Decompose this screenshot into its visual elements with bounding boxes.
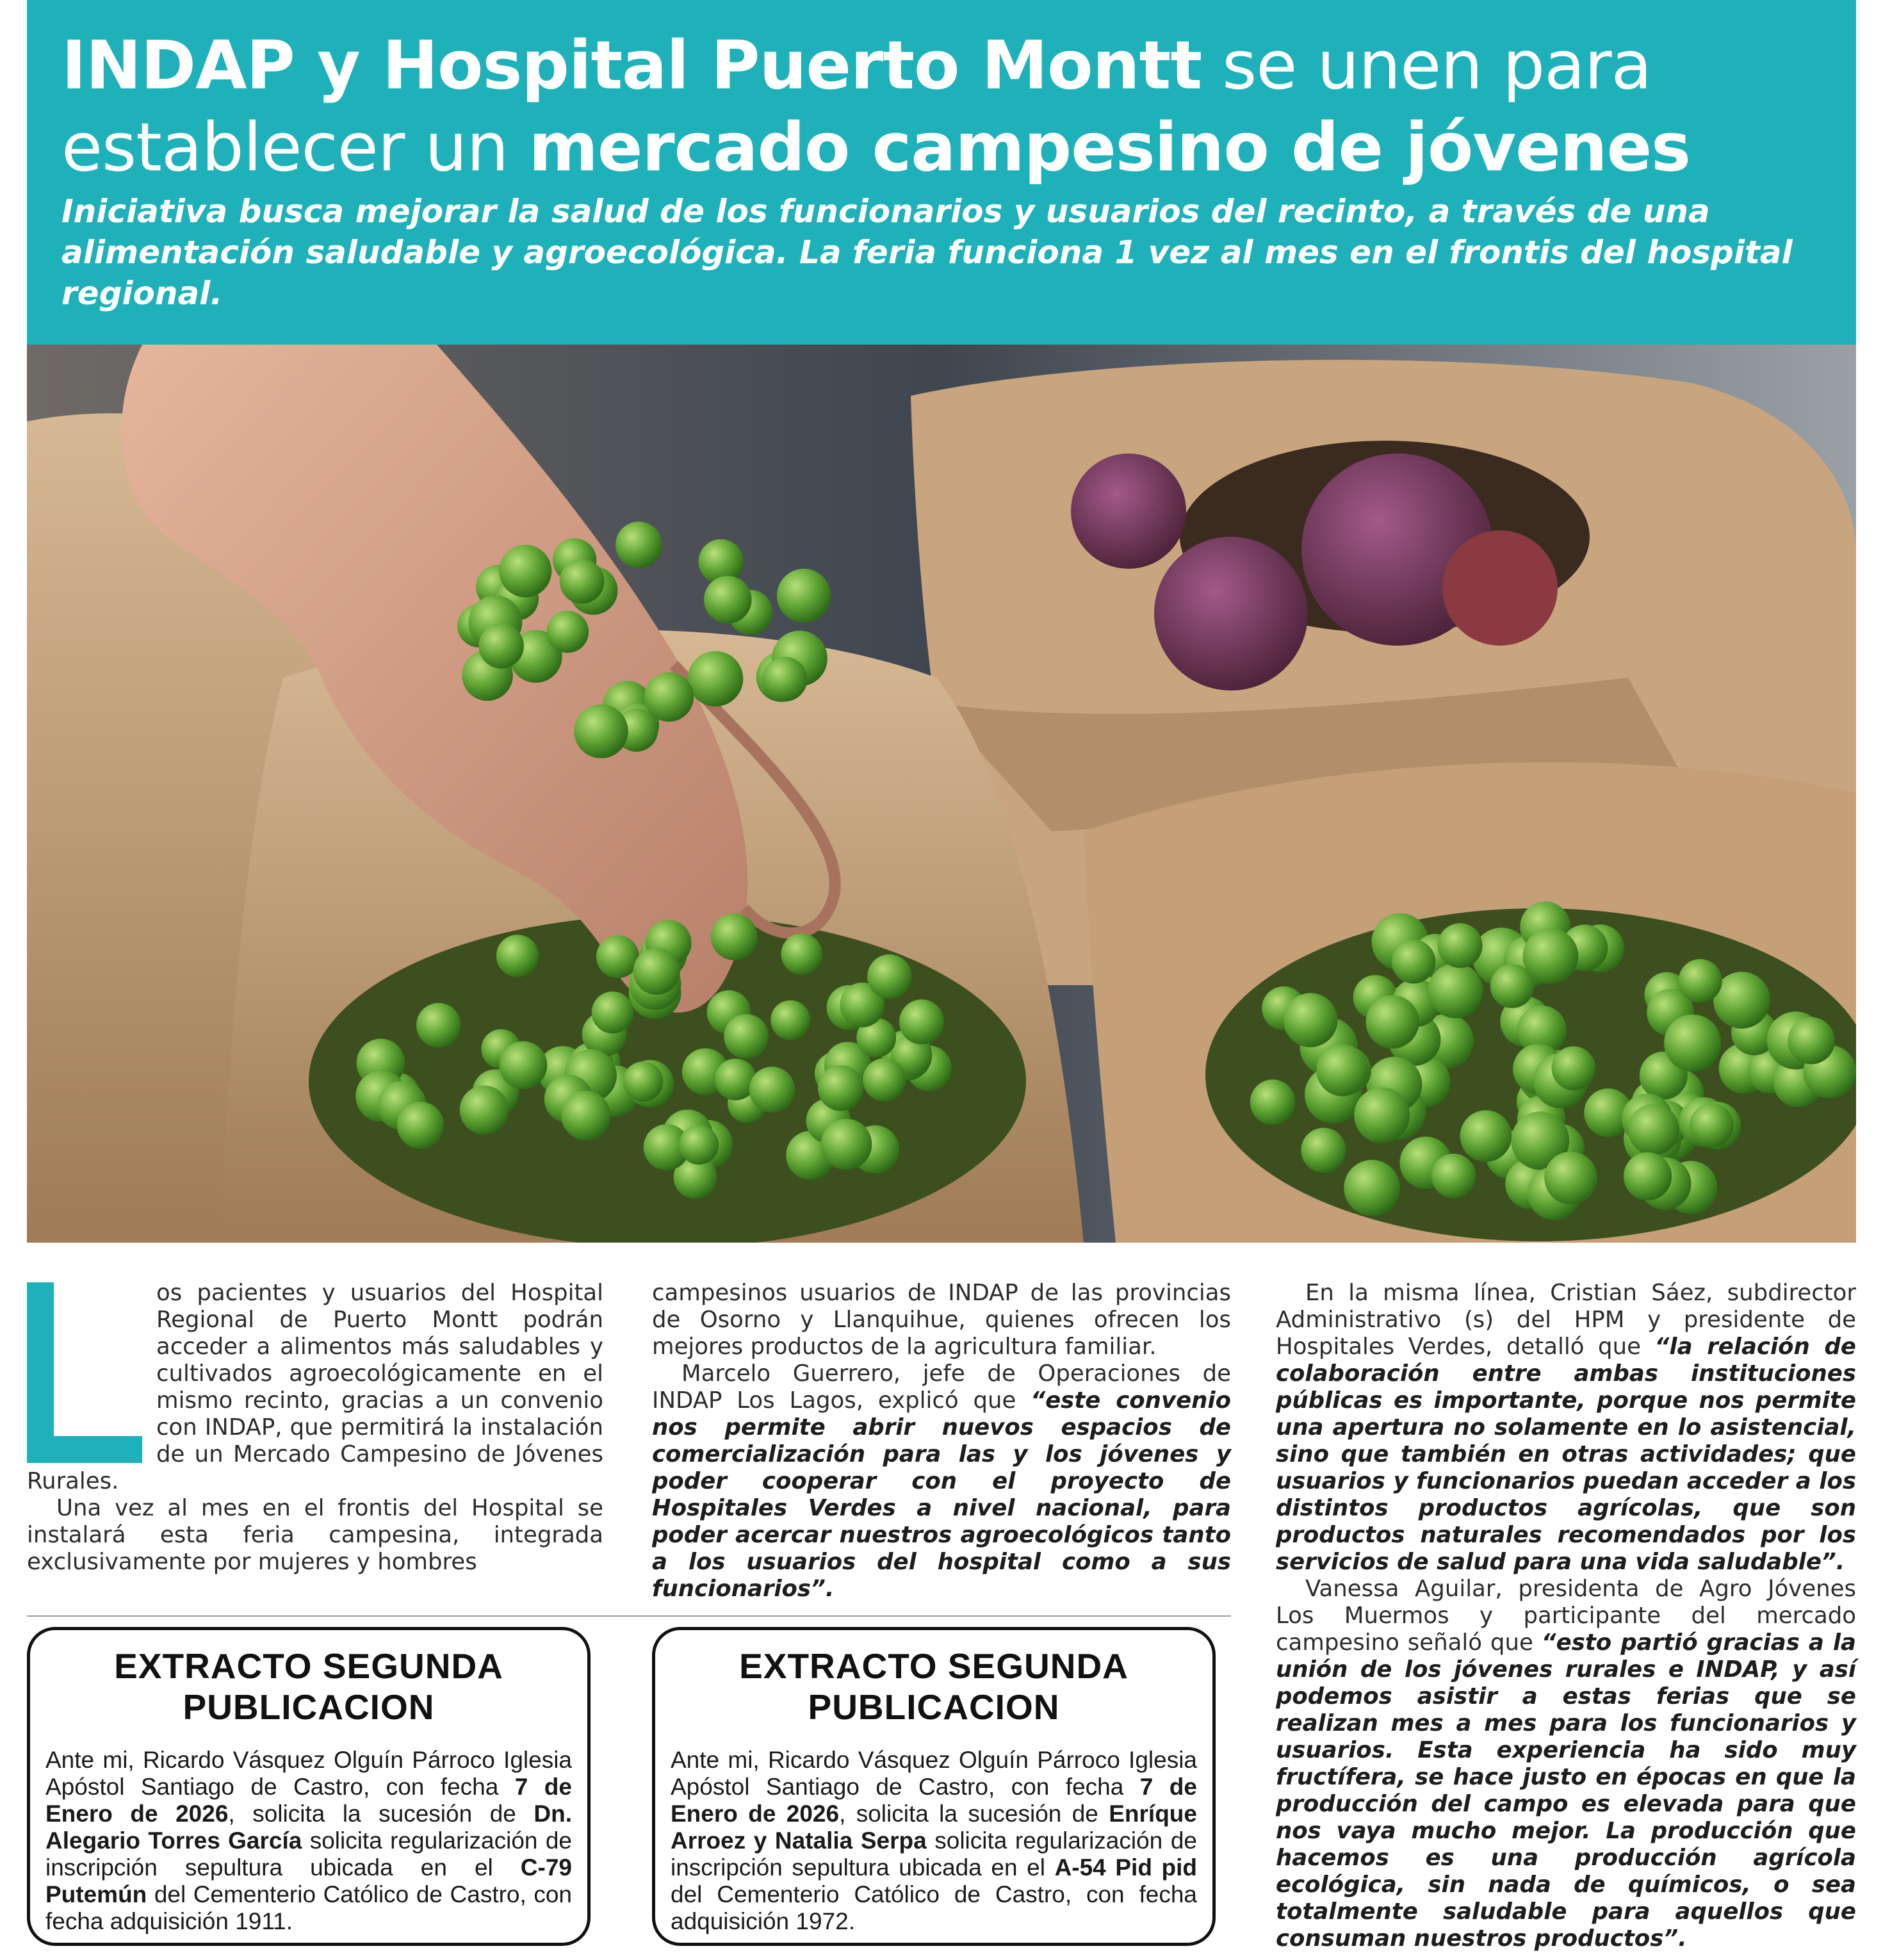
- notice-body: [45, 1747, 572, 1935]
- notice-name: Enríque Arroez y Natalia Serpa: [671, 1801, 1197, 1854]
- pea-shape: [724, 1014, 769, 1059]
- paragraph: os pacientes y usuarios del Hospital Regional de Puerto Montt podrán acceder a alimentos más saludables y cultivados agroecológicamente en el mismo recinto, gracias a un convenio con INDAP, que permitirá la instalación de un Mercado Campesino de Jóvenes Rurales.: [27, 1280, 603, 1494]
- headline-bold-1: INDAP y Hospital Puerto Montt: [61, 26, 1202, 104]
- pea-shape: [547, 611, 589, 653]
- paragraph-text: En la misma línea, Cristian Sáez, subdirector Administrativo (s) del HPM y presidente de Hospitales Verdes, detalló que: [1276, 1280, 1856, 1360]
- article-column-2: [652, 1280, 1231, 1603]
- notice-text: , solicita la sucesión de: [839, 1801, 1109, 1827]
- article-column-1: [27, 1280, 603, 1576]
- drop-cap-foot: [27, 1436, 142, 1463]
- notice-title-line: EXTRACTO SEGUNDA: [114, 1646, 503, 1686]
- legal-notice: [27, 1627, 591, 1946]
- quote: “la relación de colaboración entre ambas instituciones públicas es importante, porque nos permite una apertura no solamente en lo asistencial, sino que también en otras actividades; que usuarios y funcionarios puedan acceder a los distintos productos agrícolas, que son productos naturales recomendados por los servicios de salud para una vida saludable”.: [1276, 1334, 1856, 1575]
- notice-title-line: PUBLICACION: [808, 1687, 1060, 1727]
- pea-shape: [1301, 1128, 1346, 1173]
- notice-date: 7 de Enero de 2026: [671, 1774, 1197, 1827]
- pea-shape: [592, 992, 634, 1034]
- pea-shape: [1552, 1047, 1596, 1091]
- pea-shape: [633, 948, 680, 995]
- pea-shape: [499, 545, 551, 598]
- pea-shape: [561, 1091, 610, 1140]
- pea-shape: [762, 657, 807, 701]
- pea-shape: [416, 1003, 461, 1048]
- pea-shape: [478, 623, 524, 669]
- pea-shape: [1366, 995, 1419, 1049]
- notice-text: Ante mi, Ricardo Vásquez Olguín Párroco Iglesia Apóstol Santiago de Castro, con fecha: [671, 1747, 1197, 1800]
- notice-title: [45, 1646, 572, 1727]
- notice-title: [671, 1646, 1197, 1727]
- notice-text: del Cementerio Católico de Castro, con fecha adquisición 1972.: [671, 1881, 1197, 1934]
- notice-title-line: PUBLICACION: [183, 1687, 435, 1727]
- pea-shape: [1460, 1110, 1512, 1162]
- pea-shape: [863, 1058, 906, 1101]
- pea-shape: [899, 999, 944, 1044]
- notice-name: Dn. Alegario Torres García: [45, 1801, 573, 1854]
- pea-shape: [818, 1065, 863, 1111]
- pea-shape: [867, 954, 911, 999]
- pea-shape: [623, 1061, 664, 1102]
- quote: “este convenio nos permite abrir nuevos espacios de comercialización para las y los jóvenes y poder cooperar con el proyecto de Hospitales Verdes a nivel nacional, para poder acercar nuestros agroecológicos tanto a los usuarios del hospital como a sus funcionarios”.: [652, 1387, 1231, 1602]
- notice-text: del Cementerio Católico de Castro, con fecha adquisición 1911.: [45, 1881, 572, 1934]
- pea-shape: [711, 913, 758, 960]
- notice-text: solicita regularización de inscripción sepultura ubicada en el: [45, 1827, 572, 1881]
- pea-shape: [574, 705, 628, 758]
- section-divider: [27, 1615, 1231, 1617]
- notice-text: Ante mi, Ricardo Vásquez Olguín Párroco Iglesia Apóstol Santiago de Castro, con fecha: [45, 1747, 572, 1800]
- pea-shape: [1679, 959, 1722, 1002]
- paragraph: [1276, 1280, 1856, 1576]
- pea-shape: [644, 673, 694, 722]
- pea-shape: [1344, 1160, 1400, 1216]
- pea-shape: [1316, 1044, 1368, 1096]
- pea-shape: [1624, 1152, 1672, 1200]
- notice-text: solicita regularización de inscripción sepultura ubicada en el: [671, 1827, 1197, 1881]
- pea-shape: [397, 1102, 444, 1148]
- pea-shape: [688, 651, 743, 706]
- pea-shape: [1250, 1079, 1296, 1125]
- pea-shape: [679, 1125, 719, 1164]
- pea-shape: [1544, 1152, 1597, 1205]
- pea-shape: [1788, 1017, 1834, 1064]
- pea-shape: [704, 576, 752, 624]
- legal-notice: [652, 1627, 1216, 1946]
- article-photo: [27, 345, 1856, 1243]
- paragraph-text: Vanessa Aguilar, presidenta de Agro Jóvenes Los Muermos y participante del mercado campesino señaló que: [1276, 1576, 1856, 1656]
- paragraph: [1276, 1576, 1856, 1952]
- paragraph: Una vez al mes en el frontis del Hospital se instalará esta feria campesina, integrada exclusivamente por mujeres y hombres: [27, 1495, 603, 1575]
- notice-text: , solicita la sucesión de: [228, 1801, 534, 1827]
- pea-shape: [560, 559, 605, 604]
- notice-date: 7 de Enero de 2026: [45, 1774, 572, 1827]
- pea-shape: [1664, 1015, 1721, 1072]
- pea-shape: [460, 1086, 509, 1134]
- pea-shape: [1284, 993, 1338, 1047]
- paragraph: [652, 1360, 1231, 1603]
- pea-shape: [1523, 928, 1579, 984]
- pea-shape: [1431, 1154, 1476, 1198]
- headline-bold-2: mercado campesino de jóvenes: [528, 108, 1691, 186]
- pea-shape: [615, 521, 662, 568]
- drop-cap-l: [27, 1282, 142, 1463]
- notice-plot: C-79 Putemún: [45, 1854, 572, 1907]
- pea-shape: [781, 933, 822, 974]
- headline-light-1: se unen para establecer un: [61, 26, 1652, 186]
- pea-shape: [777, 569, 831, 623]
- pea-shape: [1438, 923, 1483, 968]
- pea-shape: [821, 1119, 872, 1170]
- pea-shape: [596, 935, 639, 978]
- notice-plot: A-54 Pid pid: [1054, 1854, 1197, 1881]
- article-column-3: [1276, 1280, 1856, 1952]
- pea-shape: [496, 935, 539, 977]
- subheadline: Iniciativa busca mejorar la salud de los funcionarios y usuarios del recinto, a través de una alimentación saludable y agroecológica. La feria funciona 1 vez al mes en el frontis del hospital regional.: [61, 193, 1793, 312]
- notice-body: [671, 1747, 1197, 1935]
- pea-shape: [1428, 963, 1483, 1018]
- headline: [61, 24, 1842, 188]
- pea-shape: [770, 1000, 810, 1040]
- pea-shape: [1354, 1088, 1410, 1143]
- pea-shape: [1392, 940, 1435, 983]
- paragraph: campesinos usuarios de INDAP de las provincias de Osorno y Llanquihue, quienes ofrecen los mejores productos de la agricultura familiar.: [652, 1280, 1231, 1360]
- notice-title-line: EXTRACTO SEGUNDA: [739, 1646, 1129, 1686]
- paragraph-text: Marcelo Guerrero, jefe de Operaciones de INDAP Los Lagos, explicó que: [652, 1360, 1231, 1414]
- header-banner: [27, 0, 1856, 345]
- pea-shape: [1690, 1104, 1734, 1148]
- pea-shape: [500, 1041, 548, 1090]
- quote: “esto partió gracias a la unión de los jóvenes rurales e INDAP, y así podemos asistir a estas ferias que se realizan mes a mes para los funcionarios y usuarios. Esta experiencia ha sido muy fructífera, se hace justo en épocas en que la producción del campo es elevada para que nos vaya mucho mejor. La producción que hacemos es una producción agrícola ecológica, sin nada de químicos, o sea totalmente saludable para aquellos que consuman nuestros productos”.: [1276, 1629, 1856, 1952]
- pea-shape: [749, 1066, 795, 1113]
- pea-shape: [1628, 1104, 1679, 1156]
